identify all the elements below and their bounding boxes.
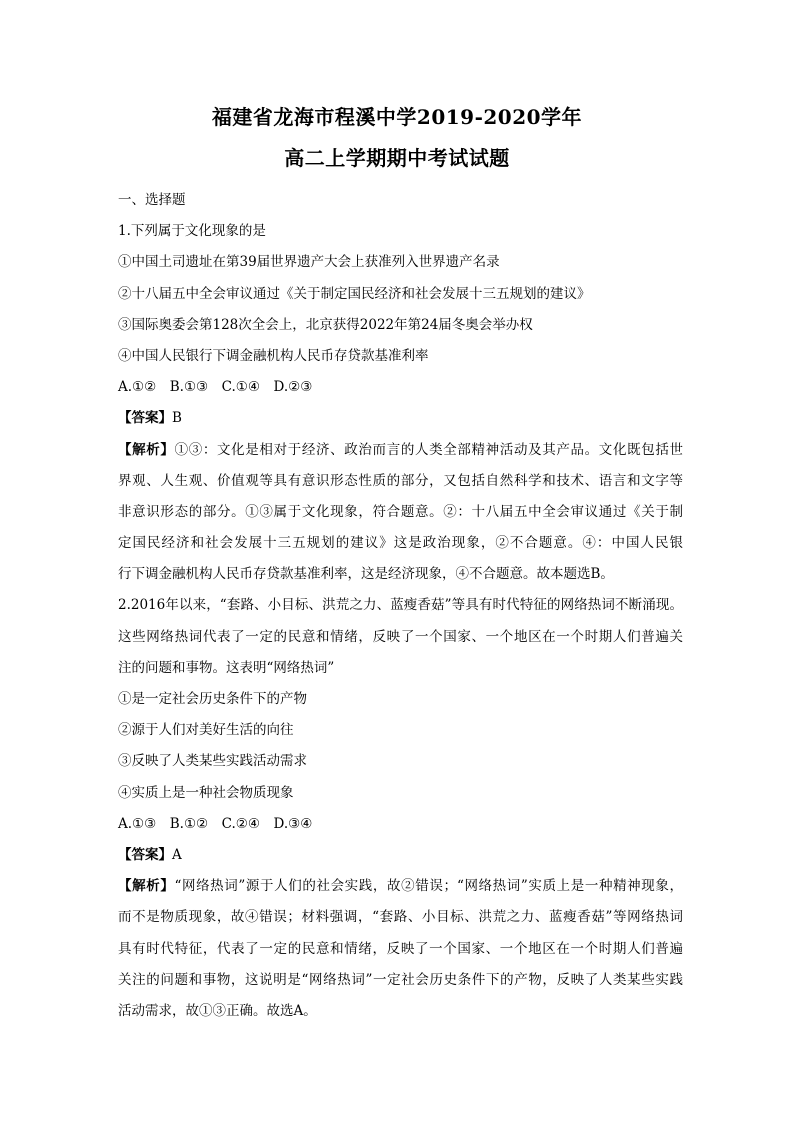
q1-answer-tag: 【答案】 <box>118 410 172 427</box>
q1-answer-line <box>118 403 683 434</box>
q2-option-4: ④实质上是一种社会物质现象 <box>118 784 294 801</box>
q2-option-1: ①是一定社会历史条件下的产物 <box>118 691 307 707</box>
q2-stem-line-1: 2.2016年以来，“套路、小目标、洪荒之力、蓝瘦香菇”等具有时代特征的网络热词不断涌现。 <box>118 597 683 614</box>
q2-analysis-line-3: 具有时代特征，代表了一定的民意和情绪，反映了一个国家、一个地区在一个时期人们普遍 <box>118 940 683 957</box>
section-heading: 一、选择题 <box>118 192 186 208</box>
q1-option-1: ①中国土司遗址在第39届世界遗产大会上获准列入世界遗产名录 <box>118 254 500 271</box>
q1-analysis-line-5: 行下调金融机构人民币存贷款基准利率，这是经济现象，④不合题意。故本题选B。 <box>118 566 614 583</box>
q2-analysis-line-2: 而不是物质现象，故④错误；材料强调，“套路、小目标、洪荒之力、蓝瘦香菇”等网络热词 <box>118 909 683 926</box>
q1-stem: 1.下列属于文化现象的是 <box>118 223 266 240</box>
q2-answer: A <box>172 846 182 863</box>
q2-option-2: ②源于人们对美好生活的向往 <box>118 722 294 739</box>
exam-content <box>118 185 683 1027</box>
exam-title: 福建省龙海市程溪中学2019-2020学年 <box>211 105 583 129</box>
q1-analysis-line-2: 界观、人生观、价值观等具有意识形态性质的部分，又包括自然科学和技术、语言和文字等 <box>118 472 683 489</box>
q2-analysis-line-1 <box>118 871 683 902</box>
exam-subtitle: 高二上学期期中考试试题 <box>284 146 510 170</box>
q2-answer-tag: 【答案】 <box>118 846 172 863</box>
q2-analysis-tag: 【解析】 <box>118 878 175 895</box>
q2-choices: A.①③ B.①② C.②④ D.③④ <box>118 815 313 832</box>
q2-analysis-line-5: 活动需求，故①③正确。故选A。 <box>118 1002 317 1019</box>
q2-option-3: ③反映了人类某些实践活动需求 <box>118 753 307 770</box>
q2-answer-line <box>118 840 683 871</box>
q1-analysis-text-1: ①③：文化是相对于经济、政治而言的人类全部精神活动及其产品。文化既包括世 <box>174 441 684 458</box>
q1-option-2: ②十八届五中全会审议通过《关于制定国民经济和社会发展十三五规划的建议》 <box>118 285 591 302</box>
q1-choices: A.①② B.①③ C.①④ D.②③ <box>118 379 313 396</box>
q2-analysis-line-4: 关注的问题和事物，这说明是“网络热词”一定社会历史条件下的产物，反映了人类某些实践 <box>118 971 683 988</box>
q2-analysis-text-1: “网络热词”源于人们的社会实践，故②错误；“网络热词”实质上是一种精神现象， <box>174 878 684 895</box>
q1-analysis-line-1 <box>118 435 683 466</box>
q1-option-3: ③国际奥委会第128次全会上，北京获得2022年第24届冬奥会举办权 <box>118 316 533 333</box>
q1-option-4: ④中国人民银行下调金融机构人民币存贷款基准利率 <box>118 347 429 364</box>
q1-analysis-tag: 【解析】 <box>118 441 175 458</box>
q2-stem-line-3: 注的问题和事物。这表明“网络热词” <box>118 659 335 676</box>
q1-analysis-line-4: 定国民经济和社会发展十三五规划的建议》这是政治现象，②不合题意。④：中国人民银 <box>118 535 683 552</box>
q2-stem-line-2: 这些网络热词代表了一定的民意和情绪，反映了一个国家、一个地区在一个时期人们普遍关 <box>118 628 683 645</box>
q1-answer: B <box>172 410 182 427</box>
q1-analysis-line-3: 非意识形态的部分。①③属于文化现象，符合题意。②：十八届五中全会审议通过《关于制 <box>118 503 683 520</box>
